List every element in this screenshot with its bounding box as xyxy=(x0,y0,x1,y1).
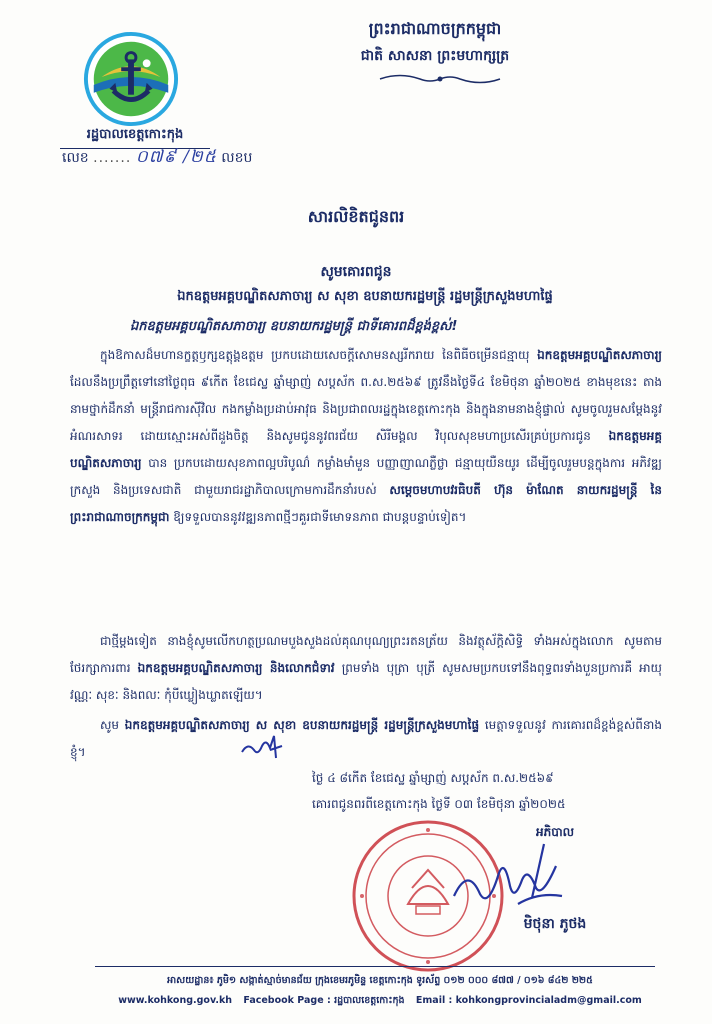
p1-text-g: ឱ្យទទួលបាននូវវឌ្ឍនភាពថ្មីៗគួរជាទីមោទនភាព ជាបន្តបន្ទាប់ទៀត។ xyxy=(173,510,467,524)
p1-text-e: បាន ប្រកបដោយសុខភាពល្អបរិបូណ៌ កម្លាំងមាំមួន បញ្ញាញាណភ្លឺថ្លា ជន្មាយុយឺនយូរ ដើម្បីចូលរួមបន្តក្នុងការ អភិវឌ្ឍក្រសួង និងប្រទេសជាតិ ជាមួយរាជរដ្ឋាភិបាលក្រោមការដឹកនាំរបស់ xyxy=(70,456,662,497)
national-motto: ជាតិ សាសនា ព្រះមហាក្សត្រ xyxy=(360,48,510,64)
reference-prefix: លេខ xyxy=(62,150,89,166)
p1-text-c: ដែលនឹងប្រព្រឹត្តទៅនៅថ្ងៃពុធ ៩កើត ខែជេស្ឋ ឆ្នាំម្សាញ់ សប្តស័ក ព.ស.២៥៦៩ ត្រូវនឹងថ្ងៃទី៤ ខែមិថុនា ឆ្នាំ២០២៥ ខាងមុខនេះ តាងនាមថ្នាក់ដឹកនាំ មន្ត្រីរាជការស៊ីវិល កងកម្លាំងប្រដាប់អាវុធ និងប្រជាពលរដ្ឋក្នុងខេត្តកោះកុង និងក្នុងនាមនាងខ្ញុំផ្ទាល់ សូមចូលរួមសម្តែងនូវអំណរសាទរ ដោយស្មោះអស់ពីដួងចិត្ត និងសូមជូននូវពរជ័យ សិរីមង្គល វិបុលសុខមហាប្រសើរគ្រប់ប្រការជូន xyxy=(70,375,662,443)
reference-suffix: លខប xyxy=(221,150,253,166)
reference-number: លេខ ....... ០៧៩ /២៥ លខប xyxy=(62,147,253,167)
body-paragraph-1 xyxy=(70,342,662,531)
handwritten-initials-icon xyxy=(240,732,284,760)
footer-facebook-link[interactable]: Facebook Page : រដ្ឋបាលខេត្តកោះកុង xyxy=(243,995,405,1006)
signature-icon xyxy=(448,836,568,916)
p1-text-f: សម្តេចមហាបវរធិបតី ហ៊ុន ម៉ាណែត នាយករដ្ឋមន្ត្រី នៃព្រះរាជាណាចក្រកម្ពុជា xyxy=(70,483,662,524)
p3-text-c: មេត្តាទទួលនូវ ការគោរពដ៏ខ្ពង់ខ្ពស់ពីនាងខ្ញុំ។ xyxy=(70,718,662,759)
signer-title: អភិបាល xyxy=(535,825,575,839)
document-title: សារលិខិតជូនពរ xyxy=(307,207,405,226)
footer-contacts xyxy=(60,994,700,1008)
footer-email-link[interactable]: Email : kohkongprovincialadm@gmail.com xyxy=(415,995,642,1006)
footer-website-link[interactable]: www.kohkong.gov.kh xyxy=(118,995,233,1006)
p1-text-a: ក្នុងឱកាសដ៏មហានក្ខត្តឫក្សឧត្តុង្គឧត្តម ប្រកបដោយសេចក្ដីសោមនស្សរីករាយ នៃពិធីចម្រើនជន្មាយុ xyxy=(100,348,530,362)
reference-number-value: ០៧៩ /២៥ xyxy=(135,147,217,167)
kingdom-heading: ព្រះរាជាណាចក្រកម្ពុជា xyxy=(368,19,502,38)
p1-text-b: ឯកឧត្តមអគ្គបណ្ឌិតសភាចារ្យ xyxy=(537,348,662,362)
provincial-emblem-logo xyxy=(82,30,180,128)
salutation: ឯកឧត្តមអគ្គបណ្ឌិតសភាចារ្យ ឧបនាយករដ្ឋមន្ត្រី ជាទីគោរពដ៏ខ្ពង់ខ្ពស់! xyxy=(130,319,458,334)
footer-address: អាសយដ្ឋាន៖ ភូមិ១ សង្កាត់ស្មាច់មានជ័យ ក្រុងខេមរភូមិន្ទ ខេត្តកោះកុង ទូរស័ព្ទ ០១២ ០០០ ៨៧៧ / ០១៦ ៨៤២ ២២៥ xyxy=(167,975,593,986)
p3-text-b: ឯកឧត្តមអគ្គបណ្ឌិតសភាចារ្យ ស សុខា ឧបនាយករដ្ឋមន្ត្រី រដ្ឋមន្ត្រីក្រសួងមហាផ្ទៃ xyxy=(124,718,480,732)
body-paragraph-3 xyxy=(70,712,662,766)
issuing-authority-name: រដ្ឋបាលខេត្តកោះកុង xyxy=(55,126,215,149)
p2-text-c: ព្រមទាំង បុត្រា បុត្រី សូមសមប្រកបទៅនឹងពុទ្ធពរទាំងបួនប្រការគឺ អាយុ វណ្ណៈ សុខៈ និងពលៈ កុំបីឃ្លៀងឃ្លាតឡើយ។ xyxy=(70,661,662,702)
footer-divider xyxy=(95,966,655,967)
body-paragraph-2 xyxy=(70,628,662,709)
ornament-divider-icon xyxy=(370,72,510,86)
address-heading: សូមគោរពជូន xyxy=(320,264,392,280)
signer-name: មិថុនា ភូថង xyxy=(523,916,587,932)
p2-text-a: ជាថ្មីម្តងទៀត នាងខ្ញុំសូមលើកហត្ថប្រណមបួងសួងដល់គុណបុណ្យព្រះរតនត្រ័យ និងវត្ថុស័ក្តិសិទ្ធិ ទាំងអស់ក្នុងលោក សូមតាមថែរក្សាការពារ xyxy=(70,634,662,675)
lunar-date-line: ថ្ងៃ ៤ ៨កើត ខែជេស្ឋ ឆ្នាំម្សាញ់ សប្តស័ក ព.ស.២៥៦៩ xyxy=(312,771,554,785)
solar-date-line: គោរពជូនពរពីខេត្តកោះកុង ថ្ងៃទី ០៣ ខែមិថុនា ឆ្នាំ២០២៥ xyxy=(312,797,566,811)
p3-text-a: សូម xyxy=(100,718,120,732)
addressee: ឯកឧត្តមអគ្គបណ្ឌិតសភាចារ្យ ស សុខា ឧបនាយករដ្ឋមន្ត្រី រដ្ឋមន្ត្រីក្រសួងមហាផ្ទៃ xyxy=(177,289,553,304)
p1-text-d: ឯកឧត្តមអគ្គបណ្ឌិតសភាចារ្យ xyxy=(70,429,662,470)
p2-text-b: ឯកឧត្តមអគ្គបណ្ឌិតសភាចារ្យ និងលោកជំទាវ xyxy=(137,661,335,675)
